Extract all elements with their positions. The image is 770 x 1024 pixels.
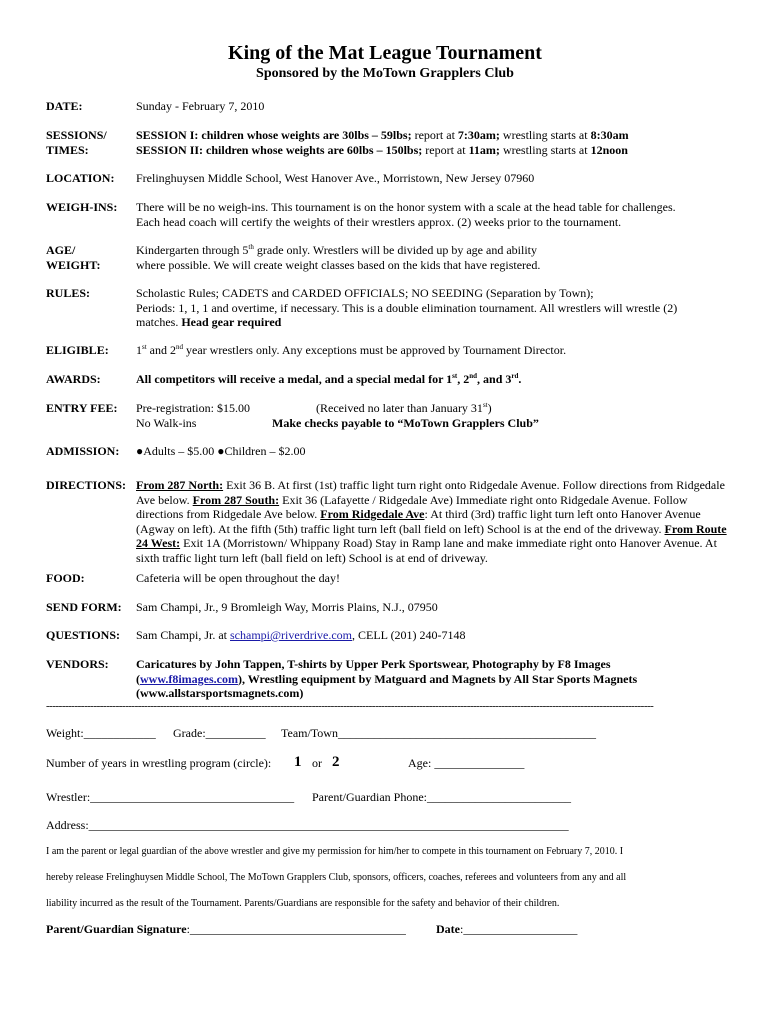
vendors-value: Caricatures by John Tappen, T-shirts by Upper Perk Sportswear, Photography by F8 Images (www.f8images.com), Wrestling equipment by Matguard and Magnets by All Star Sports Magnets (www.allstarsportsmagnets.com) [136,657,638,701]
entry-fee-label: ENTRY FEE: [46,401,118,415]
wrestler-phone-line [46,790,571,805]
food-value: Cafeteria will be open throughout the day! [136,571,340,585]
grade-field[interactable]: Grade:__________ [173,726,266,740]
age-label: AGE/ WEIGHT: [46,243,101,272]
consent-line-1: I am the parent or legal guardian of the above wrestler and give my permission for him/her to compete in this tournament on February 7, 2010. I [46,846,624,857]
location-value: Frelinghuysen Middle School, West Hanover Ave., Morristown, New Jersey 07960 [136,171,535,185]
rules-label: RULES: [46,286,91,300]
years-or: or [312,756,322,770]
signature-line [46,922,578,937]
directions-label: DIRECTIONS: [46,478,127,492]
age-value: Kindergarten through 5th grade only. Wrestlers will be divided up by age and ability where possible. We will create weight classes based on the kids that have registered. [136,243,541,272]
sessions-value: SESSION I: children whose weights are 30lbs – 59lbs; report at 7:30am; wrestling starts at 8:30am SESSION II: children whose weights are 60lbs – 150lbs; report at 11am; wrestling starts at 12noon [136,128,629,157]
checks-payable: Make checks payable to “MoTown Grapplers Club” [272,415,539,430]
address-field[interactable]: Address:________________________________________________________________________________ [46,818,569,832]
sessions-label: SESSIONS/ TIMES: [46,128,107,157]
signature-field[interactable]: :____________________________________ [186,922,406,936]
vendors-label: VENDORS: [46,657,109,671]
f8images-link[interactable]: www.f8images.com [140,671,238,686]
eligible-label: ELIGIBLE: [46,343,109,357]
entry-fee-value [136,401,736,430]
eligible-value: 1st and 2nd year wrestlers only. Any exceptions must be approved by Tournament Director. [136,343,567,357]
signature-label: Parent/Guardian Signature [46,922,187,936]
years-label: Number of years in wrestling program (circle): [46,756,272,770]
signature-date [436,922,577,937]
weighins-label: WEIGH-INS: [46,200,118,214]
send-form-value: Sam Champi, Jr., 9 Bromleigh Way, Morris Plains, N.J., 07950 [136,600,438,614]
page-title: King of the Mat League Tournament [228,42,542,64]
sessions-row [46,128,736,158]
page-subtitle: Sponsored by the MoTown Grapplers Club [256,66,514,81]
send-form-label: SEND FORM: [46,600,122,614]
address-line [46,818,569,833]
food-label: FOOD: [46,571,85,585]
rules-value: Scholastic Rules; CADETS and CARDED OFFICIALS; NO SEEDING (Separation by Town); Periods: 1, 1, 1 and overtime, if necessary. This is a double elimination tournament. All wrestlers will wrestle (2) matches. Head gear required [136,286,678,330]
date-label: DATE: [46,99,83,113]
awards-value: All competitors will receive a medal, and a special medal for 1st, 2nd, and 3rd. [136,372,522,386]
questions-label: QUESTIONS: [46,628,121,642]
age-field[interactable]: Age: _______________ [408,756,525,770]
years-option-2[interactable]: 2 [332,754,340,770]
date-value: Sunday - February 7, 2010 [136,99,265,113]
questions-value: Sam Champi, Jr. at schampi@riverdrive.com, CELL (201) 240-7148 [136,628,466,642]
wrestler-field[interactable]: Wrestler:__________________________________ [46,790,295,804]
date-sig-label: Date [436,922,460,936]
team-town-field[interactable]: Team/Town___________________________________________ [281,726,596,740]
email-link[interactable]: schampi@riverdrive.com [230,628,353,642]
years-option-1[interactable]: 1 [294,754,302,770]
pre-registration: Pre-registration: $15.00 [136,401,250,415]
no-walk-ins: No Walk-ins [136,415,197,430]
received-deadline: (Received no later than January 31st) [316,401,492,415]
date-sig-field[interactable]: :___________________ [460,922,578,936]
entry-fee-row [46,401,736,431]
guardian-phone-field[interactable]: Parent/Guardian Phone:________________________ [312,790,571,804]
weight-grade-town-line [46,726,596,741]
directions-value: From 287 North: Exit 36 B. At first (1st) traffic light turn right onto Ridgedale Avenue. Follow directions from Ridgedale Ave below. From 287 South: Exit 36 (Lafayette / Ridgedale Ave) Immediate right onto Ridgedale Avenue. Follow directions from Ridgedale Ave below. From Ridgedale Ave: At third (3rd) traffic light turn left onto Hanover Avenue (Agway on left). At the fifth (5th) traffic light turn left (ball field on left) School is at the end of the driveway. From Route 24 West: Exit 1A (Morristown/ Whippany Road) Stay in Ramp lane and make immediate right onto Hanover Avenue. At sixth traffic light turn left (ball field on left) School is at end of driveway. [136,478,727,565]
weighins-value: There will be no weigh-ins. This tournament is on the honor system with a scale at the head table for challenges. Each head coach will certify the weights of their wrestlers approx. (2) weeks prior to the tournament. [136,200,676,229]
consent-line-2: hereby release Frelinghuysen Middle School, The MoTown Grapplers Club, sponsors, officers, coaches, referees and volunteers from any and all [46,872,627,883]
location-label: LOCATION: [46,171,115,185]
cut-line-separator: ------------------------------------------------------------------------------------------------------------------------------------------------------------------------------------------------ [46,700,654,712]
awards-label: AWARDS: [46,372,101,386]
admission-label: ADMISSION: [46,444,120,458]
weight-field[interactable]: Weight:____________ [46,726,156,740]
admission-value: ●Adults – $5.00 ●Children – $2.00 [136,444,306,458]
years-age-line [46,754,525,771]
consent-line-3: liability incurred as the result of the Tournament. Parents/Guardians are responsible for the safety and behavior of their children. [46,898,560,909]
